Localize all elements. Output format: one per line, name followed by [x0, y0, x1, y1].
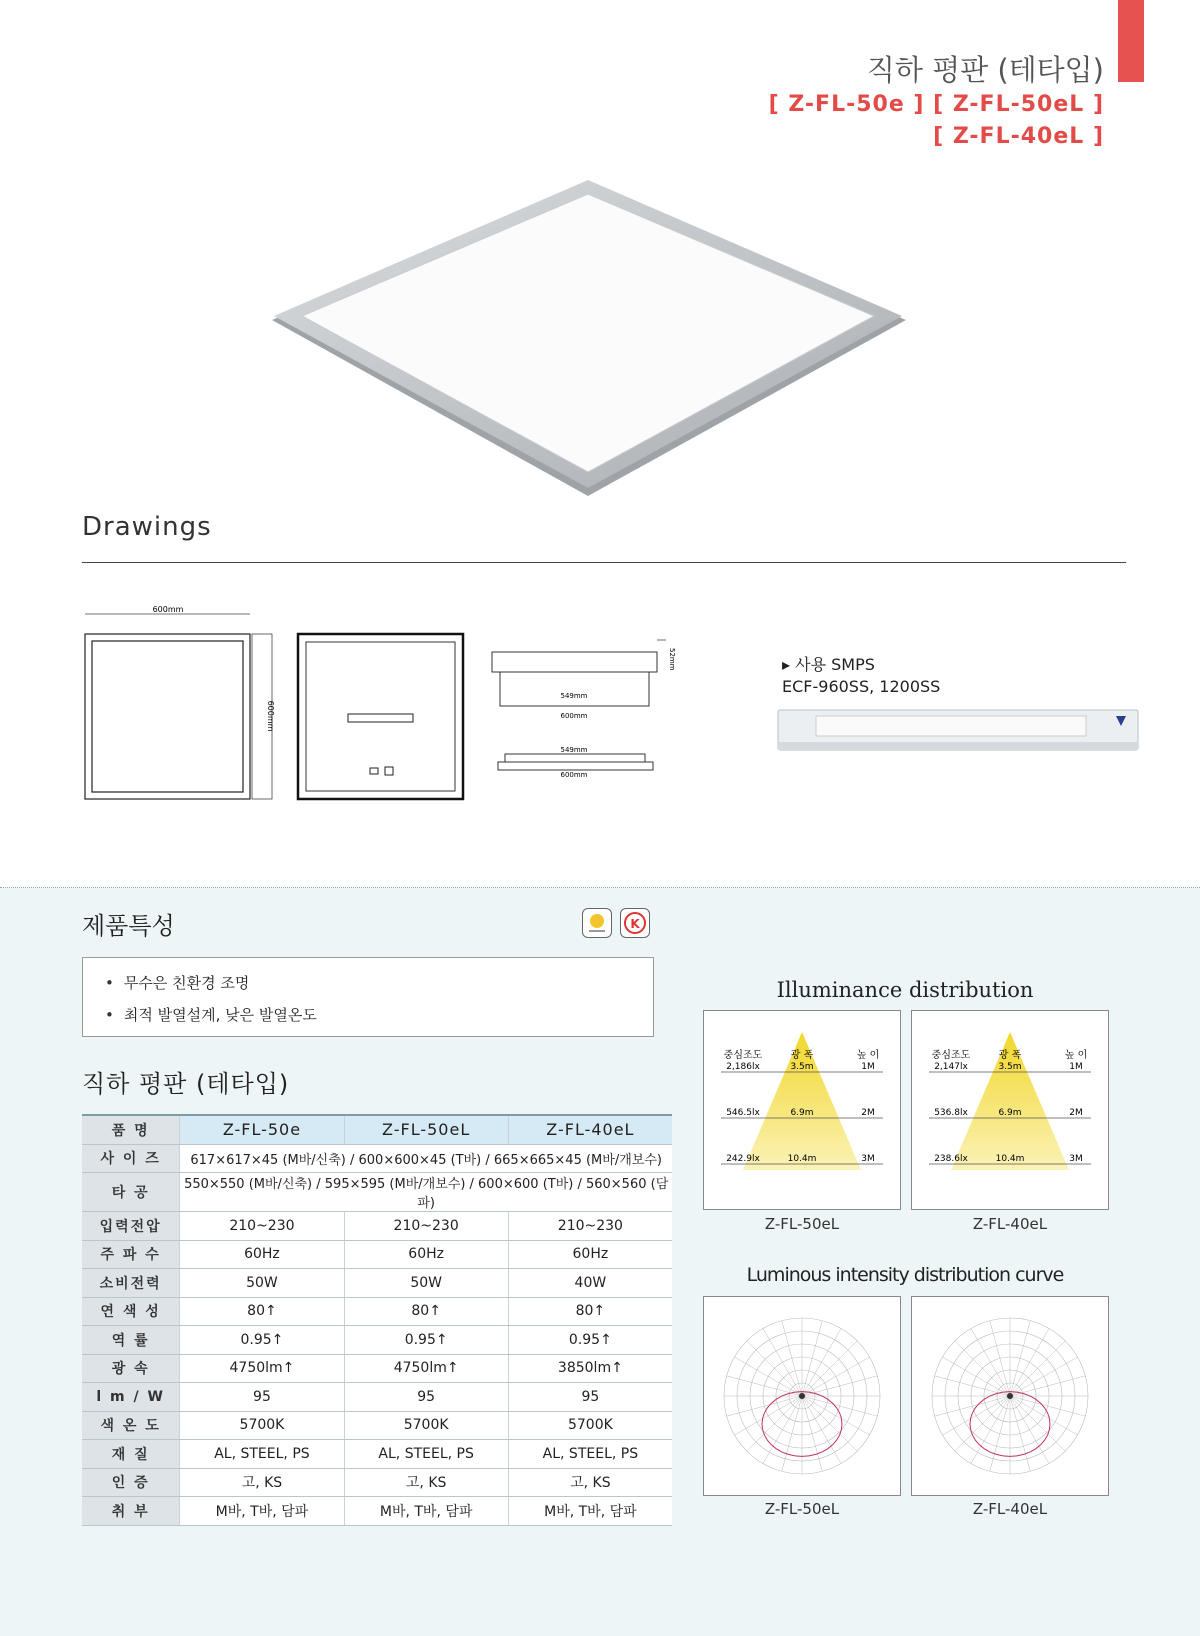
row-label: 재 질 [82, 1440, 180, 1469]
table-row [82, 1212, 672, 1241]
polar-spoke [1010, 1396, 1078, 1435]
dim-depth-label: 52mm [668, 648, 676, 671]
row-label: 색 온 도 [82, 1411, 180, 1440]
cell: 210~230 [508, 1212, 672, 1241]
height-value: 1M [1069, 1062, 1083, 1072]
features-box [82, 957, 654, 1037]
col-height-label: 높 이 [1064, 1050, 1088, 1061]
polar-spoke [734, 1396, 802, 1435]
front-view-drawing [85, 605, 275, 799]
illuminance-chart-1 [703, 1010, 901, 1214]
beam-width-value: 6.9m [998, 1108, 1022, 1118]
beam-width-value: 6.9m [790, 1108, 814, 1118]
height-value: 3M [1069, 1154, 1083, 1164]
table-row [82, 1115, 672, 1144]
table-row [82, 1326, 672, 1355]
cell: M바, T바, 담파 [508, 1497, 672, 1526]
polar-spoke [942, 1357, 1010, 1396]
page-title: 직하 평판 (테타입) [866, 53, 1104, 87]
model-header: Z-FL-50e [180, 1115, 344, 1144]
dim-side-600-label: 600mm [560, 712, 588, 720]
spec-heading: 직하 평판 (테타입) [82, 1070, 290, 1098]
page-tab-marker [1118, 0, 1144, 82]
polar-spoke [942, 1396, 1010, 1435]
polar-spoke [971, 1328, 1010, 1396]
spec-table [82, 1114, 672, 1526]
cell: AL, STEEL, PS [344, 1440, 508, 1469]
polar-chart-1 [703, 1296, 901, 1496]
dim-bottom-549-label: 549mm [560, 746, 588, 754]
polar-caption-2: Z-FL-40eL [972, 1500, 1048, 1518]
feature-item: • 무수은 친환경 조명 [105, 972, 653, 993]
cell: 210~230 [344, 1212, 508, 1241]
row-label: 역 률 [82, 1326, 180, 1355]
polar-spoke [802, 1341, 857, 1396]
model-codes-line-2: [ Z-FL-40eL ] [933, 124, 1104, 149]
dim-side-549-label: 549mm [560, 692, 588, 700]
col-center-label: 중심조도 [723, 1050, 763, 1061]
cell: AL, STEEL, PS [180, 1440, 344, 1469]
beam-width-value: 10.4m [995, 1154, 1025, 1164]
table-row [82, 1240, 672, 1269]
section-dotted-divider [0, 887, 1200, 888]
cell: 80↑ [344, 1297, 508, 1326]
polar-chart-2 [911, 1296, 1109, 1496]
row-label: 소비전력 [82, 1269, 180, 1298]
lux-value: 242.9lx [726, 1154, 760, 1164]
row-label: 사 이 즈 [82, 1144, 180, 1173]
row-label: l m / W [82, 1383, 180, 1412]
polar-spoke [747, 1341, 802, 1396]
col-height-label: 높 이 [856, 1050, 880, 1061]
polar-caption-1: Z-FL-50eL [764, 1500, 840, 1518]
cell: 60Hz [508, 1240, 672, 1269]
polar-center [1007, 1393, 1013, 1399]
cell: 95 [508, 1383, 672, 1412]
smps-info [782, 654, 940, 698]
side-view-drawing [492, 640, 676, 779]
illuminance-title: Illuminance distribution [776, 978, 1034, 1002]
features-heading: 제품특성 [82, 912, 175, 940]
cell: 4750lm↑ [344, 1354, 508, 1383]
polar-spoke [747, 1396, 802, 1451]
back-view-drawing [298, 634, 463, 799]
illuminance-caption-1: Z-FL-50eL [764, 1215, 840, 1233]
cell: 4750lm↑ [180, 1354, 344, 1383]
polar-center [799, 1393, 805, 1399]
cell: 고, KS [180, 1468, 344, 1497]
size-value: 617×617×45 (M바/신축) / 600×600×45 (T바) / 665×665×45 (M바/개보수) [180, 1144, 672, 1173]
cell: 80↑ [508, 1297, 672, 1326]
cell: 80↑ [180, 1297, 344, 1326]
drawings-heading: Drawings [82, 512, 212, 542]
technical-drawings [80, 600, 720, 810]
polar-spoke [1010, 1357, 1078, 1396]
col-center-label: 중심조도 [931, 1050, 971, 1061]
lux-value: 2,186lx [726, 1062, 760, 1072]
lux-value: 238.6lx [934, 1154, 968, 1164]
polar-spoke [955, 1341, 1010, 1396]
illuminance-caption-2: Z-FL-40eL [972, 1215, 1048, 1233]
row-label: 광 속 [82, 1354, 180, 1383]
cell: 5700K [344, 1411, 508, 1440]
table-row [82, 1354, 672, 1383]
row-label: 취 부 [82, 1497, 180, 1526]
beam-width-value: 10.4m [787, 1154, 817, 1164]
polar-spoke [763, 1328, 802, 1396]
cell: 3850lm↑ [508, 1354, 672, 1383]
row-label: 타 공 [82, 1173, 180, 1212]
table-row [82, 1497, 672, 1526]
smps-models: ECF-960SS, 1200SS [782, 677, 941, 696]
dim-height-label: 600mm [266, 700, 275, 732]
table-row [82, 1440, 672, 1469]
height-value: 2M [1069, 1108, 1083, 1118]
cell: 0.95↑ [344, 1326, 508, 1355]
feature-item: • 최적 발열설계, 낮은 발열온도 [105, 1004, 653, 1025]
cell: 95 [344, 1383, 508, 1412]
lux-value: 2,147lx [934, 1062, 968, 1072]
cell: M바, T바, 담파 [180, 1497, 344, 1526]
high-efficiency-cert-icon [582, 908, 612, 938]
cell: 고, KS [508, 1468, 672, 1497]
smps-device-image [776, 706, 1140, 754]
cell: 50W [344, 1269, 508, 1298]
lux-value: 536.8lx [934, 1108, 968, 1118]
drawings-divider [82, 562, 1126, 563]
cell: 60Hz [180, 1240, 344, 1269]
row-label: 입력전압 [82, 1212, 180, 1241]
row-label: 품 명 [82, 1115, 180, 1144]
cell: M바, T바, 담파 [344, 1497, 508, 1526]
polar-spoke [802, 1396, 857, 1451]
cell: 40W [508, 1269, 672, 1298]
model-codes-line-1: [ Z-FL-50e ] [ Z-FL-50eL ] [768, 92, 1104, 117]
product-panel-image [270, 180, 910, 500]
table-row [82, 1173, 672, 1212]
height-value: 2M [861, 1108, 875, 1118]
dim-width-label: 600mm [152, 605, 184, 614]
table-row [82, 1269, 672, 1298]
height-value: 3M [861, 1154, 875, 1164]
cell: 95 [180, 1383, 344, 1412]
cell: 0.95↑ [180, 1326, 344, 1355]
lux-value: 546.5lx [726, 1108, 760, 1118]
row-label: 주 파 수 [82, 1240, 180, 1269]
cell: 고, KS [344, 1468, 508, 1497]
cell: 5700K [508, 1411, 672, 1440]
height-value: 1M [861, 1062, 875, 1072]
polar-spoke [1010, 1328, 1049, 1396]
smps-label: ▸ 사용 SMPS [782, 655, 875, 674]
dim-bottom-600-label: 600mm [560, 771, 588, 779]
row-label: 인 증 [82, 1468, 180, 1497]
table-row [82, 1144, 672, 1173]
table-row [82, 1411, 672, 1440]
table-row [82, 1383, 672, 1412]
beam-width-value: 3.5m [790, 1062, 814, 1072]
svg-text:K: K [630, 917, 640, 931]
col-width-label: 광 폭 [790, 1050, 814, 1061]
beam-width-value: 3.5m [998, 1062, 1022, 1072]
polar-spoke [955, 1396, 1010, 1451]
cell: 5700K [180, 1411, 344, 1440]
cell: 0.95↑ [508, 1326, 672, 1355]
polar-spoke [802, 1396, 870, 1435]
polar-spoke [1010, 1341, 1065, 1396]
luminous-title: Luminous intensity distribution curve [746, 1264, 1064, 1286]
cell: 60Hz [344, 1240, 508, 1269]
cell: 50W [180, 1269, 344, 1298]
table-row [82, 1297, 672, 1326]
model-header: Z-FL-40eL [508, 1115, 672, 1144]
polar-spoke [1010, 1396, 1065, 1451]
cut-value: 550×550 (M바/신축) / 595×595 (M바/개보수) / 600×600 (T바) / 560×560 (담파) [180, 1173, 672, 1212]
polar-spoke [734, 1357, 802, 1396]
cell: AL, STEEL, PS [508, 1440, 672, 1469]
table-row [82, 1468, 672, 1497]
cell: 210~230 [180, 1212, 344, 1241]
illuminance-chart-2 [911, 1010, 1109, 1214]
kc-cert-icon [620, 908, 650, 938]
col-width-label: 광 폭 [998, 1050, 1022, 1061]
row-label: 연 색 성 [82, 1297, 180, 1326]
polar-spoke [802, 1357, 870, 1396]
polar-spoke [802, 1328, 841, 1396]
model-header: Z-FL-50eL [344, 1115, 508, 1144]
